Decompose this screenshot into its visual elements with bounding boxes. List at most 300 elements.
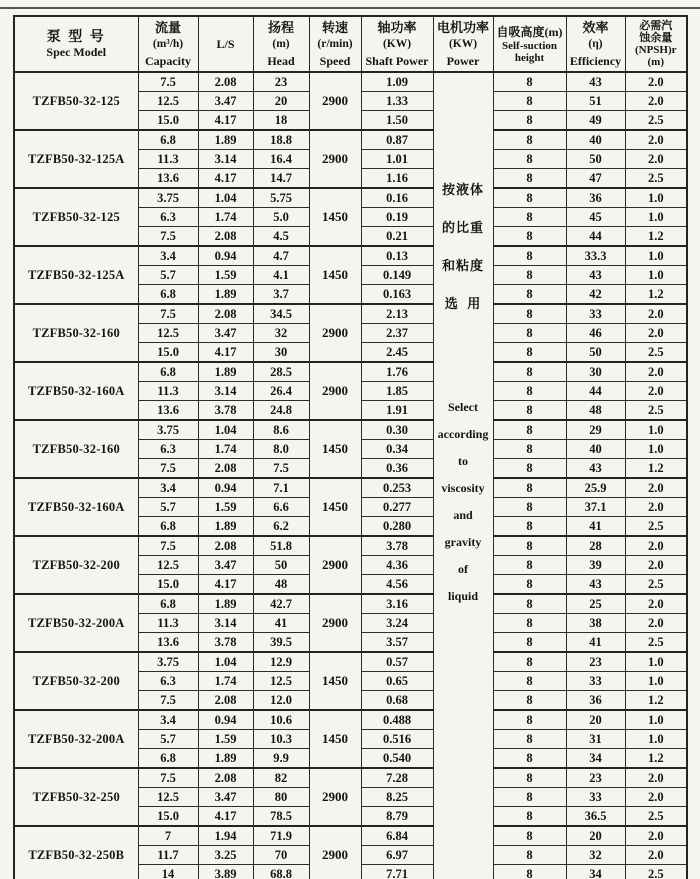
suction-height-cell: 8: [493, 556, 566, 575]
head-cell: 14.7: [253, 169, 309, 189]
power-note-line: according: [437, 427, 489, 441]
efficiency-cell: 40: [566, 130, 625, 150]
efficiency-cell: 38: [566, 614, 625, 633]
head-cell: 68.8: [253, 865, 309, 879]
speed-cell: 1450: [309, 246, 361, 304]
ls-cell: 4.17: [198, 807, 253, 827]
head-cell: 12.5: [253, 672, 309, 691]
head-header-zh: 扬程: [267, 20, 294, 35]
efficiency-cell: 45: [566, 208, 625, 227]
shaft-power-cell: 1.01: [361, 150, 433, 169]
npsh-cell: 2.0: [625, 556, 687, 575]
ls-cell: 1.74: [198, 672, 253, 691]
shaft-power-cell: 0.277: [361, 498, 433, 517]
speed-cell: 2900: [309, 768, 361, 826]
npsh-cell: 2.0: [625, 478, 687, 498]
head-cell: 6.6: [253, 498, 309, 517]
suction-height-cell: 8: [493, 498, 566, 517]
ls-cell: 4.17: [198, 111, 253, 131]
capacity-cell: 5.7: [138, 730, 198, 749]
efficiency-cell: 41: [566, 633, 625, 653]
capacity-cell: 15.0: [138, 575, 198, 595]
power-header-zh: 电机功率: [436, 20, 489, 35]
spec-row: [14, 768, 687, 788]
suction-height-cell: 8: [493, 614, 566, 633]
efficiency-cell: 20: [566, 826, 625, 846]
npsh-cell: 1.0: [625, 246, 687, 266]
power-header-unit: (KW): [448, 38, 478, 50]
power-note-line: to: [458, 454, 468, 468]
npsh-cell: 1.0: [625, 710, 687, 730]
capacity-cell: 6.3: [138, 440, 198, 459]
power-note-line: 按液体: [441, 182, 484, 197]
shaft-power-cell: 0.16: [361, 188, 433, 208]
power-selection-note: [433, 72, 493, 879]
capacity-cell: 5.7: [138, 498, 198, 517]
suction-height-cell: 8: [493, 768, 566, 788]
npsh-cell: 2.0: [625, 536, 687, 556]
suction-height-cell: 8: [493, 846, 566, 865]
efficiency-cell: 50: [566, 150, 625, 169]
suction-height-cell: 8: [493, 208, 566, 227]
efficiency-cell: 20: [566, 710, 625, 730]
spec-row: [14, 478, 687, 498]
shaft-power-cell: 0.30: [361, 420, 433, 440]
ls-cell: 3.47: [198, 92, 253, 111]
head-header-unit: (m): [272, 38, 290, 50]
shaft-power-cell: 0.163: [361, 285, 433, 305]
head-cell: 9.9: [253, 749, 309, 769]
head-cell: 80: [253, 788, 309, 807]
efficiency-cell: 43: [566, 266, 625, 285]
suction-height-cell: 8: [493, 266, 566, 285]
npsh-cell: 1.0: [625, 266, 687, 285]
ls-cell: 1.94: [198, 826, 253, 846]
capacity-cell: 7.5: [138, 459, 198, 479]
npsh-cell: 2.0: [625, 130, 687, 150]
head-cell: 32: [253, 324, 309, 343]
head-cell: 4.5: [253, 227, 309, 247]
model-cell: TZFB50-32-125A: [14, 246, 138, 304]
shaft-power-cell: 7.71: [361, 865, 433, 879]
speed-cell: 1450: [309, 420, 361, 478]
ls-cell: 0.94: [198, 246, 253, 266]
suction-height-cell: 8: [493, 633, 566, 653]
efficiency-cell: 46: [566, 324, 625, 343]
col-header-npsh: [625, 16, 687, 72]
npsh-cell: 1.0: [625, 420, 687, 440]
npsh-cell: 2.0: [625, 304, 687, 324]
suction-height-cell: 8: [493, 130, 566, 150]
model-cell: TZFB50-32-250B: [14, 826, 138, 879]
table-body: [14, 72, 687, 879]
spec-row: [14, 536, 687, 556]
ls-cell: 0.94: [198, 478, 253, 498]
col-header-power: [433, 16, 493, 72]
model-cell: TZFB50-32-160A: [14, 362, 138, 420]
head-cell: 24.8: [253, 401, 309, 421]
ls-cell: 2.08: [198, 691, 253, 711]
capacity-cell: 6.8: [138, 749, 198, 769]
shaft-power-cell: 0.540: [361, 749, 433, 769]
efficiency-cell: 43: [566, 459, 625, 479]
power-note-line: Select: [448, 400, 478, 414]
spec-row: [14, 130, 687, 150]
capacity-cell: 7.5: [138, 72, 198, 92]
head-cell: 7.5: [253, 459, 309, 479]
npsh-cell: 2.5: [625, 865, 687, 879]
shaft-power-cell: 0.280: [361, 517, 433, 537]
capacity-cell: 7: [138, 826, 198, 846]
suction-height-cell: 8: [493, 749, 566, 769]
speed-cell: 2900: [309, 130, 361, 188]
shaft-power-cell: 0.36: [361, 459, 433, 479]
ls-cell: 0.94: [198, 710, 253, 730]
npsh-cell: 2.5: [625, 169, 687, 189]
ls-cell: 4.17: [198, 575, 253, 595]
head-cell: 28.5: [253, 362, 309, 382]
capacity-cell: 14: [138, 865, 198, 879]
suction-height-cell: 8: [493, 536, 566, 556]
ls-cell: 1.89: [198, 517, 253, 537]
efficiency-cell: 32: [566, 846, 625, 865]
col-header-ls: [198, 16, 253, 72]
shaft-power-cell: 0.34: [361, 440, 433, 459]
speed-cell: 2900: [309, 304, 361, 362]
npsh-cell: 1.2: [625, 285, 687, 305]
model-cell: TZFB50-32-125: [14, 72, 138, 130]
ls-cell: 3.78: [198, 401, 253, 421]
capacity-cell: 6.3: [138, 208, 198, 227]
npsh-cell: 1.0: [625, 672, 687, 691]
suction-height-cell: 8: [493, 826, 566, 846]
capacity-cell: 12.5: [138, 556, 198, 575]
model-header-en: Spec Model: [46, 44, 107, 59]
npsh-cell: 2.5: [625, 633, 687, 653]
capacity-cell: 3.4: [138, 246, 198, 266]
capacity-cell: 6.3: [138, 672, 198, 691]
efficiency-cell: 44: [566, 382, 625, 401]
npsh-cell: 2.0: [625, 150, 687, 169]
head-cell: 12.0: [253, 691, 309, 711]
efficiency-cell: 25.9: [566, 478, 625, 498]
head-cell: 18.8: [253, 130, 309, 150]
head-cell: 26.4: [253, 382, 309, 401]
model-cell: TZFB50-32-160: [14, 304, 138, 362]
speed-cell: 2900: [309, 594, 361, 652]
head-cell: 7.1: [253, 478, 309, 498]
shaft-power-cell: 0.149: [361, 266, 433, 285]
shaft-power-cell: 1.91: [361, 401, 433, 421]
shaft-header-en: Shaft Power: [365, 54, 429, 68]
model-cell: TZFB50-32-250: [14, 768, 138, 826]
head-cell: 8.0: [253, 440, 309, 459]
head-cell: 41: [253, 614, 309, 633]
col-header-model: [14, 16, 138, 72]
npsh-cell: 2.0: [625, 768, 687, 788]
npsh-cell: 2.0: [625, 362, 687, 382]
capacity-cell: 3.75: [138, 188, 198, 208]
capacity-cell: 12.5: [138, 788, 198, 807]
head-cell: 10.6: [253, 710, 309, 730]
spec-row: [14, 826, 687, 846]
ls-header: L/S: [216, 37, 235, 51]
npsh-header-l4: (m): [647, 56, 664, 68]
suction-height-cell: 8: [493, 169, 566, 189]
npsh-header-l3: (NPSH)r: [634, 44, 677, 56]
capacity-cell: 11.7: [138, 846, 198, 865]
speed-header-en: Speed: [319, 54, 351, 68]
col-header-capacity: [138, 16, 198, 72]
speed-cell: 2900: [309, 72, 361, 130]
capacity-cell: 3.4: [138, 478, 198, 498]
ls-cell: 1.89: [198, 594, 253, 614]
shaft-power-cell: 2.45: [361, 343, 433, 363]
ls-cell: 2.08: [198, 459, 253, 479]
power-note-line: 和粘度: [441, 258, 484, 273]
model-cell: TZFB50-32-200: [14, 652, 138, 710]
efficiency-cell: 23: [566, 768, 625, 788]
capacity-cell: 6.8: [138, 285, 198, 305]
model-cell: TZFB50-32-125: [14, 188, 138, 246]
ls-cell: 1.59: [198, 498, 253, 517]
efficiency-cell: 30: [566, 362, 625, 382]
spec-row: [14, 710, 687, 730]
shaft-power-cell: 8.79: [361, 807, 433, 827]
head-cell: 8.6: [253, 420, 309, 440]
efficiency-cell: 31: [566, 730, 625, 749]
suction-height-cell: 8: [493, 575, 566, 595]
power-note-line: 的比重: [441, 220, 484, 235]
head-cell: 10.3: [253, 730, 309, 749]
efficiency-cell: 41: [566, 517, 625, 537]
npsh-cell: 2.0: [625, 72, 687, 92]
capacity-cell: 12.5: [138, 92, 198, 111]
capacity-cell: 6.8: [138, 517, 198, 537]
npsh-header-l1: 必需汽: [639, 20, 673, 32]
head-cell: 3.7: [253, 285, 309, 305]
npsh-cell: 1.2: [625, 749, 687, 769]
capacity-cell: 15.0: [138, 807, 198, 827]
efficiency-cell: 36.5: [566, 807, 625, 827]
shaft-power-cell: 3.24: [361, 614, 433, 633]
shaft-power-cell: 1.50: [361, 111, 433, 131]
shaft-power-cell: 6.97: [361, 846, 433, 865]
ls-cell: 3.47: [198, 324, 253, 343]
shaft-power-cell: 3.78: [361, 536, 433, 556]
shaft-power-cell: 3.16: [361, 594, 433, 614]
eff-header-en: Efficiency: [569, 54, 622, 68]
ls-cell: 2.08: [198, 768, 253, 788]
head-cell: 51.8: [253, 536, 309, 556]
shaft-power-cell: 4.56: [361, 575, 433, 595]
npsh-cell: 2.0: [625, 382, 687, 401]
spec-row: [14, 420, 687, 440]
model-cell: TZFB50-32-200: [14, 536, 138, 594]
suction-header-zh: 自吸高度(m): [496, 24, 563, 39]
speed-cell: 2900: [309, 826, 361, 879]
col-header-head: [253, 16, 309, 72]
suction-height-cell: 8: [493, 72, 566, 92]
col-header-efficiency: [566, 16, 625, 72]
power-note-text: [434, 73, 493, 615]
col-header-suction: [493, 16, 566, 72]
ls-cell: 4.17: [198, 343, 253, 363]
head-cell: 39.5: [253, 633, 309, 653]
shaft-power-cell: 6.84: [361, 826, 433, 846]
npsh-cell: 2.0: [625, 614, 687, 633]
head-cell: 42.7: [253, 594, 309, 614]
shaft-power-cell: 2.13: [361, 304, 433, 324]
model-cell: TZFB50-32-160A: [14, 478, 138, 536]
shaft-power-cell: 0.87: [361, 130, 433, 150]
capacity-cell: 15.0: [138, 111, 198, 131]
ls-cell: 3.47: [198, 556, 253, 575]
suction-height-cell: 8: [493, 324, 566, 343]
capacity-cell: 7.5: [138, 227, 198, 247]
suction-height-cell: 8: [493, 362, 566, 382]
efficiency-cell: 28: [566, 536, 625, 556]
efficiency-cell: 42: [566, 285, 625, 305]
shaft-power-cell: 0.516: [361, 730, 433, 749]
capacity-cell: 12.5: [138, 324, 198, 343]
npsh-cell: 2.5: [625, 343, 687, 363]
efficiency-cell: 34: [566, 865, 625, 879]
npsh-cell: 2.5: [625, 517, 687, 537]
capacity-cell: 6.8: [138, 362, 198, 382]
shaft-power-cell: 0.19: [361, 208, 433, 227]
suction-height-cell: 8: [493, 285, 566, 305]
ls-cell: 2.08: [198, 536, 253, 556]
npsh-cell: 1.0: [625, 652, 687, 672]
efficiency-cell: 51: [566, 92, 625, 111]
suction-height-cell: 8: [493, 92, 566, 111]
npsh-cell: 1.0: [625, 188, 687, 208]
power-note-line: 选 用: [444, 296, 482, 311]
ls-cell: 2.08: [198, 227, 253, 247]
capacity-cell: 11.3: [138, 614, 198, 633]
ls-cell: 3.25: [198, 846, 253, 865]
suction-height-cell: 8: [493, 788, 566, 807]
head-cell: 82: [253, 768, 309, 788]
speed-cell: 1450: [309, 188, 361, 246]
suction-height-cell: 8: [493, 188, 566, 208]
col-header-shaft-power: [361, 16, 433, 72]
head-cell: 30: [253, 343, 309, 363]
speed-cell: 1450: [309, 710, 361, 768]
npsh-cell: 1.2: [625, 459, 687, 479]
suction-height-cell: 8: [493, 401, 566, 421]
capacity-cell: 7.5: [138, 768, 198, 788]
shaft-power-cell: 0.253: [361, 478, 433, 498]
ls-cell: 1.04: [198, 188, 253, 208]
shaft-power-cell: 0.65: [361, 672, 433, 691]
npsh-cell: 2.5: [625, 111, 687, 131]
spec-row: [14, 594, 687, 614]
ls-cell: 3.14: [198, 382, 253, 401]
suction-height-cell: 8: [493, 440, 566, 459]
head-header-en: Head: [267, 54, 295, 68]
suction-height-cell: 8: [493, 478, 566, 498]
npsh-cell: 1.0: [625, 208, 687, 227]
suction-height-cell: 8: [493, 246, 566, 266]
shaft-power-cell: 1.33: [361, 92, 433, 111]
capacity-cell: 7.5: [138, 691, 198, 711]
efficiency-cell: 49: [566, 111, 625, 131]
head-cell: 4.1: [253, 266, 309, 285]
efficiency-cell: 25: [566, 594, 625, 614]
page-top-rule: [0, 7, 700, 9]
shaft-power-cell: 0.68: [361, 691, 433, 711]
efficiency-cell: 36: [566, 188, 625, 208]
npsh-cell: 1.2: [625, 227, 687, 247]
efficiency-cell: 44: [566, 227, 625, 247]
efficiency-cell: 33: [566, 672, 625, 691]
spec-row: [14, 188, 687, 208]
ls-cell: 1.89: [198, 285, 253, 305]
power-note-line: and: [453, 508, 473, 522]
head-cell: 20: [253, 92, 309, 111]
power-note-line: viscosity: [441, 481, 485, 495]
shaft-power-cell: 4.36: [361, 556, 433, 575]
efficiency-cell: 39: [566, 556, 625, 575]
suction-height-cell: 8: [493, 111, 566, 131]
capacity-cell: 6.8: [138, 594, 198, 614]
capacity-cell: 3.75: [138, 652, 198, 672]
capacity-header-en: Capacity: [145, 54, 191, 68]
efficiency-cell: 36: [566, 691, 625, 711]
ls-cell: 3.47: [198, 788, 253, 807]
head-cell: 50: [253, 556, 309, 575]
npsh-header-l2: 蚀余量: [639, 32, 673, 44]
suction-height-cell: 8: [493, 672, 566, 691]
npsh-cell: 2.0: [625, 92, 687, 111]
capacity-cell: 13.6: [138, 401, 198, 421]
efficiency-cell: 48: [566, 401, 625, 421]
suction-height-cell: 8: [493, 807, 566, 827]
capacity-cell: 7.5: [138, 536, 198, 556]
ls-cell: 1.89: [198, 362, 253, 382]
shaft-power-cell: 0.488: [361, 710, 433, 730]
capacity-header-zh: 流量: [154, 20, 181, 35]
speed-cell: 2900: [309, 536, 361, 594]
power-note-line: gravity: [444, 535, 482, 549]
spec-row: [14, 304, 687, 324]
capacity-cell: 15.0: [138, 343, 198, 363]
suction-height-cell: 8: [493, 710, 566, 730]
ls-cell: 3.78: [198, 633, 253, 653]
npsh-cell: 2.0: [625, 826, 687, 846]
speed-header-zh: 转速: [321, 20, 348, 35]
capacity-cell: 13.6: [138, 169, 198, 189]
head-cell: 16.4: [253, 150, 309, 169]
head-cell: 48: [253, 575, 309, 595]
head-cell: 70: [253, 846, 309, 865]
efficiency-cell: 37.1: [566, 498, 625, 517]
shaft-power-cell: 1.85: [361, 382, 433, 401]
ls-cell: 3.89: [198, 865, 253, 879]
spec-row: [14, 246, 687, 266]
power-note-line: of: [458, 562, 468, 576]
shaft-power-cell: 1.09: [361, 72, 433, 92]
shaft-header-zh: 轴功率: [377, 20, 417, 35]
head-cell: 4.7: [253, 246, 309, 266]
ls-cell: 1.89: [198, 749, 253, 769]
head-cell: 23: [253, 72, 309, 92]
efficiency-cell: 43: [566, 72, 625, 92]
model-cell: TZFB50-32-200A: [14, 710, 138, 768]
head-cell: 5.75: [253, 188, 309, 208]
